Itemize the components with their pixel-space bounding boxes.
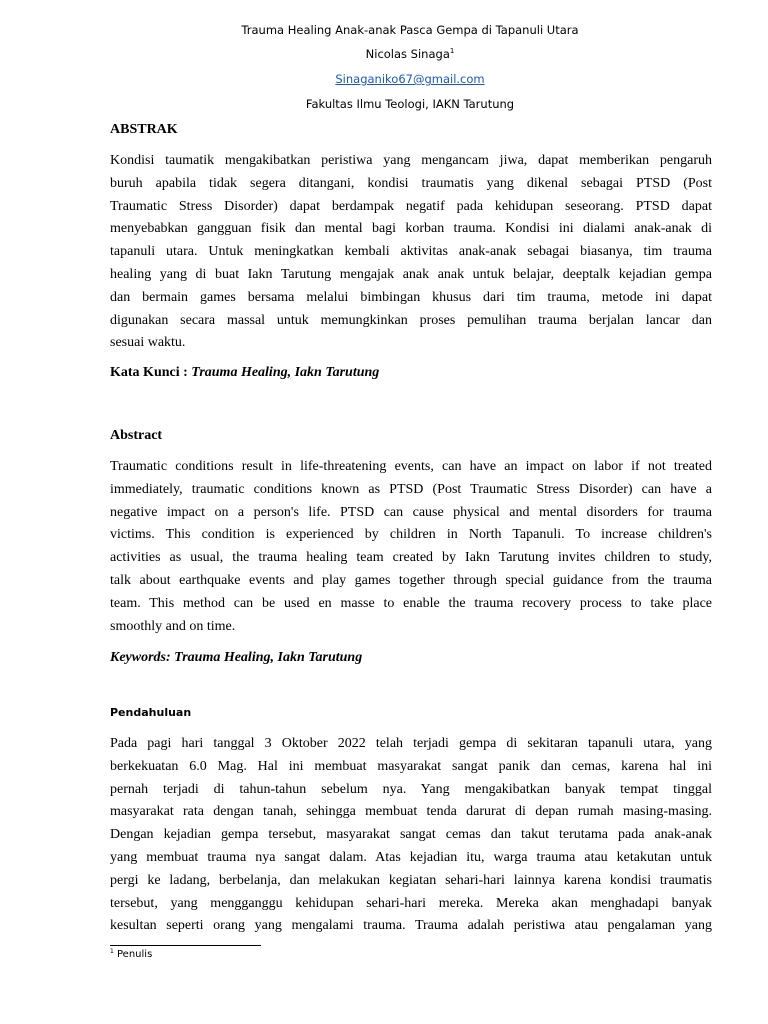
- paragraph-line: smoothly and on time.: [110, 618, 236, 634]
- paragraph-line: Kondisi taumatik mengakibatkan peristiwa yang mengancam jiwa, dapat memberikan pengaruh: [110, 153, 712, 168]
- paragraph-line: Traumatic conditions result in life-threatening events, can have an impact on labor if not treated: [110, 459, 712, 474]
- keywords-label: Keywords:: [110, 650, 175, 665]
- abstrak-paragraph: [110, 150, 712, 355]
- author-email-link[interactable]: Sinaganiko67@gmail.com: [335, 72, 485, 86]
- abstract-paragraph: [110, 456, 712, 638]
- abstract-heading: Abstract: [110, 428, 163, 443]
- author-footnote-mark: 1: [449, 47, 455, 55]
- affiliation: Fakultas Ilmu Teologi, IAKN Tarutung: [305, 97, 515, 111]
- footnote-separator: [110, 945, 261, 946]
- paragraph-line: digunakan secara massal untuk memungkinkan proses pemulihan trauma berjalan lancar dan: [110, 312, 712, 328]
- keywords-value: Trauma Healing, Iakn Tarutung: [191, 365, 380, 380]
- paragraph-line: masyarakat rata dengan tanah, sehingga membuat tenda darurat di depan rumah masing-masing.: [110, 804, 712, 820]
- author-name: Nicolas Sinaga: [365, 47, 450, 61]
- paragraph-line: pernah terjadi di tahun-tahun sebelum nya. Yang mengakibatkan banyak tempat tinggal: [110, 781, 712, 797]
- abstrak-keywords: [110, 364, 379, 382]
- paragraph-line: yang membuat trauma nya sangat dalam. Atas kejadian itu, warga trauma atau ketakutan untuk: [110, 849, 712, 865]
- paragraph-line: immediately, traumatic conditions known as PTSD (Post Traumatic Stress Disorder) can have a: [110, 481, 712, 497]
- paragraph-line: Dengan kejadian gempa tersebut, masyarakat sangat cemas dan takut terutama pada anak-anak: [110, 827, 712, 843]
- keywords-value: Trauma Healing, Iakn Tarutung: [174, 650, 363, 665]
- paragraph-line: kesultan seperti orang yang mengalami trauma. Trauma adalah peristiwa atau pengalaman yang: [110, 918, 712, 934]
- paragraph-line: tersebut, yang mengganggu kehidupan sehari-hari mereka. Mereka akan menghadapi banyak: [110, 895, 712, 911]
- paragraph-line: menyebabkan gangguan fisik dan mental bagi korban trauma. Kondisi ini dialami anak-anak di: [110, 221, 712, 237]
- paragraph-line: pergi ke ladang, berbelanja, dan melakukan kegiatan sehari-hari lainnya karena kondisi traumatis: [110, 872, 712, 888]
- paragraph-line: buruh apabila tidak segera ditangani, kondisi traumatis yang dikenal sebagai PTSD (Post: [110, 175, 712, 191]
- paragraph-line: negative impact on a person's life. PTSD can cause physical and mental disorders for trauma: [110, 504, 712, 520]
- keywords-label: Kata Kunci :: [110, 365, 192, 380]
- paragraph-line: Traumatic Stress Disorder) dapat berdampak negatif pada kehidupan seseorang. PTSD dapat: [110, 198, 712, 214]
- paragraph-line: healing yang di buat Iakn Tarutung mengajak anak anak untuk belajar, deeptalk kejadian gempa: [110, 266, 712, 282]
- email-line: [0, 71, 768, 87]
- paragraph-line: team. This method can be used en masse to enable the trauma recovery process to take place: [110, 595, 712, 611]
- author-line: [0, 46, 768, 62]
- footnote-text: Penulis: [113, 949, 153, 960]
- paragraph-line: sesuai waktu.: [110, 335, 186, 351]
- paragraph-line: tapanuli utara. Untuk meningkatkan kembali aktivitas anak-anak sebagai biasanya, tim trauma: [110, 244, 712, 260]
- footnote: [110, 948, 152, 962]
- pendahuluan-heading: Pendahuluan: [110, 706, 192, 719]
- paragraph-line: activities as usual, the trauma healing team created by Iakn Tarutung invites children to study,: [110, 550, 712, 566]
- paragraph-line: talk about earthquake events and play games together through special guidance from the trauma: [110, 572, 712, 588]
- paper-title: Trauma Healing Anak-anak Pasca Gempa di Tapanuli Utara: [241, 23, 579, 37]
- paragraph-line: dan bermain games bersama melalui bimbingan khusus dari tim trauma, metode ini dapat: [110, 289, 712, 305]
- paragraph-line: victims. This condition is experienced by children in North Tapanuli. To increase children's: [110, 527, 712, 543]
- footnote-mark: 1: [110, 948, 114, 955]
- abstrak-heading: ABSTRAK: [110, 122, 178, 137]
- paragraph-line: Pada pagi hari tanggal 3 Oktober 2022 telah terjadi gempa di sekitaran tapanuli utara, yang: [110, 736, 712, 751]
- abstract-keywords: [110, 649, 362, 667]
- pendahuluan-paragraph: [110, 733, 712, 938]
- paragraph-line: berkekuatan 6.0 Mag. Hal ini membuat masyarakat sangat panik dan cemas, karena hal ini: [110, 758, 712, 774]
